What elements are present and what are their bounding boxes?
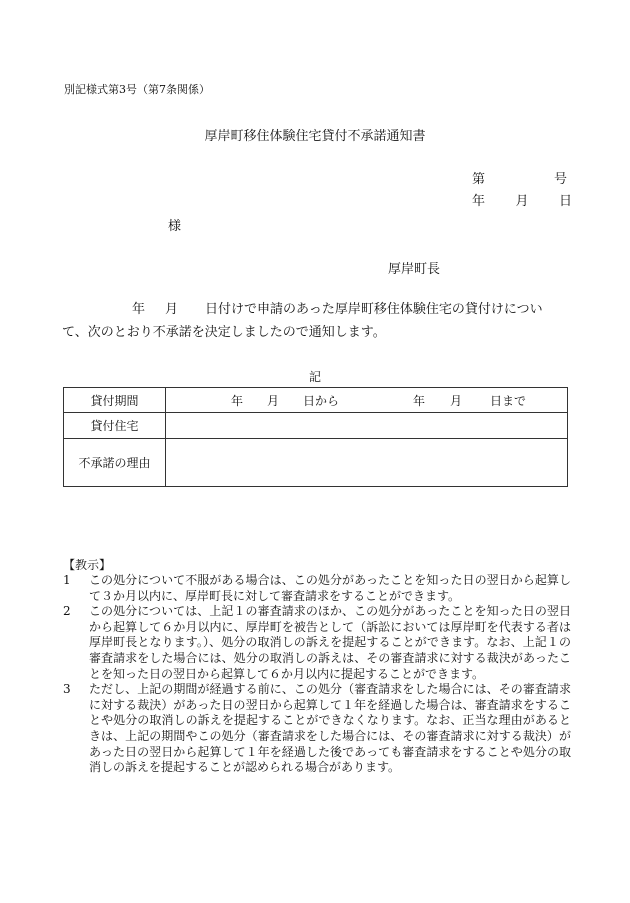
item-text: ただし、上記の期間が経過する前に、この処分（審査請求をした場合には、その審査請求に対する裁決）があった日の翌日から起算して１年を経過した場合は、審査請求をすることや処分の取消しの訴えを提起することができなくなります。なお、正当な理由があるときは、上記の期間やこの処分（審査請求をした場合には、その審査請求に対する裁決）があった日の翌日から起算して１年を経過した後であっても審査請求をすることや処分の取消しの訴えを提起することが認められる場合があります。 [89, 682, 571, 775]
table-row [64, 388, 568, 413]
form-number: 別記様式第3号（第7条関係） [64, 83, 210, 96]
loan-period-label: 貸付期間 [64, 388, 166, 413]
to-month: 月 [450, 393, 463, 408]
date-year: 年 [472, 194, 486, 209]
from-day: 日から [303, 393, 340, 408]
notice-body-line2: て、次のとおり不承諾を決定しましたので通知します。 [62, 325, 386, 340]
table-row [64, 439, 568, 487]
body-line1-rest: 日付けで申請のあった厚岸町移住体験住宅の貸付けについ [205, 302, 543, 317]
refusal-reason-value [166, 439, 568, 487]
refusal-reason-label: 不承諾の理由 [64, 439, 166, 487]
loan-house-label: 貸付住宅 [64, 413, 166, 439]
item-number: 1 [63, 573, 71, 587]
instruction-heading: 【教示】 [63, 558, 112, 572]
reference-number-prefix: 第 [472, 172, 486, 187]
loan-period-value [166, 388, 568, 413]
sender: 厚岸町長 [388, 262, 441, 277]
date-month: 月 [515, 194, 529, 209]
to-day: 日まで [490, 393, 527, 408]
item-number: 2 [63, 604, 71, 619]
issue-date [472, 190, 572, 209]
item-text: この処分について不服がある場合は、この処分があったことを知った日の翌日から起算して３か月以内に、厚岸町長に対して審査請求をすることができます。 [89, 573, 571, 603]
notice-body-line1 [62, 298, 570, 321]
loan-house-value [166, 413, 568, 439]
list-item [63, 573, 571, 604]
details-table [63, 387, 568, 487]
item-number: 3 [63, 682, 71, 697]
reference-number-suffix: 号 [554, 172, 568, 187]
to-year: 年 [413, 393, 426, 408]
date-day: 日 [558, 194, 572, 209]
list-item [63, 604, 571, 682]
list-item [63, 682, 571, 776]
from-month: 月 [267, 393, 280, 408]
recipient-suffix: 様 [168, 219, 182, 234]
from-year: 年 [231, 393, 244, 408]
item-text: この処分については、上記１の審査請求のほか、この処分があったことを知った日の翌日から起算して６か月以内に、厚岸町を被告として（訴訟においては厚岸町を代表する者は厚岸町長となります。）、処分の取消しの訴えを提起することができます。なお、上記１の審査請求をした場合には、処分の取消しの訴えは、その審査請求に対する裁決があったことを知った日の翌日から起算して６か月以内に提起することができます。 [89, 604, 571, 681]
table-row [64, 413, 568, 439]
notice-body [62, 298, 570, 344]
record-heading: 記 [308, 370, 321, 384]
body-month: 月 [165, 302, 179, 317]
body-year: 年 [132, 302, 146, 317]
instruction-list [63, 573, 571, 776]
document-title: 厚岸町移住体験住宅貸付不承諾通知書 [204, 129, 426, 144]
